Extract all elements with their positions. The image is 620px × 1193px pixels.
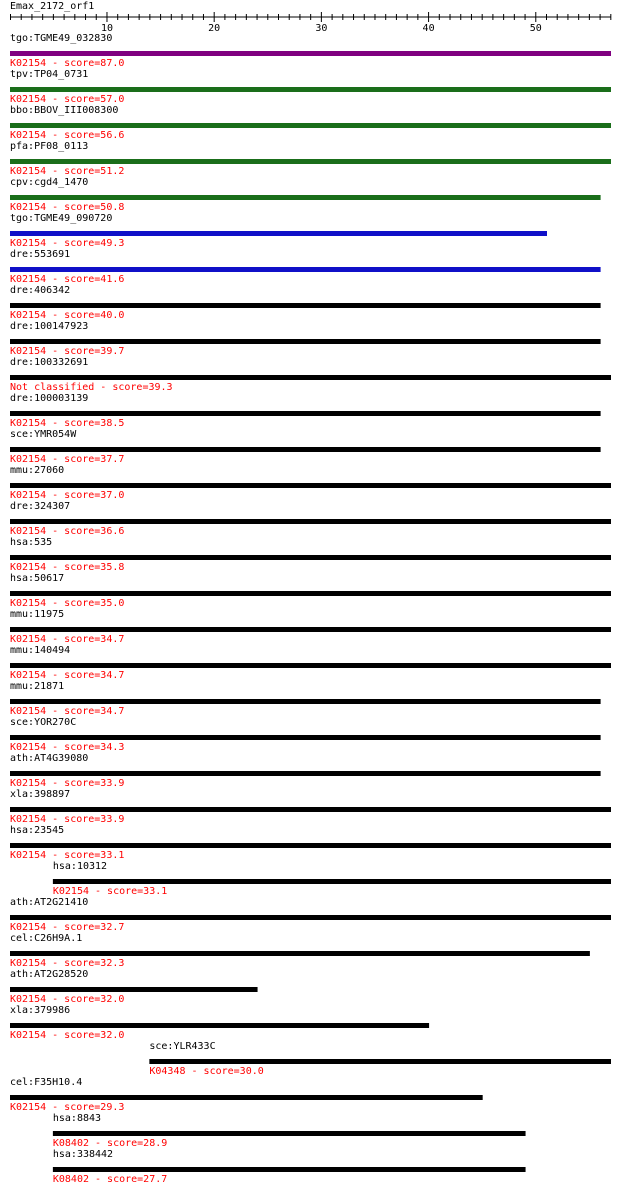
- hit-ko-score-link[interactable]: K02154 - score=32.3: [10, 958, 125, 969]
- hit-row[interactable]: [10, 69, 611, 105]
- hit-name[interactable]: sce:YMR054W: [10, 429, 77, 440]
- hit-row[interactable]: [149, 1041, 611, 1077]
- hit-name[interactable]: cel:F35H10.4: [10, 1077, 83, 1088]
- hit-row[interactable]: [53, 1149, 526, 1185]
- hit-alignment-bar[interactable]: [10, 231, 547, 236]
- hit-alignment-bar[interactable]: [10, 483, 611, 488]
- hit-row[interactable]: [10, 1005, 429, 1041]
- hit-ko-score-link[interactable]: K02154 - score=39.7: [10, 346, 125, 357]
- hit-ko-score-link[interactable]: K02154 - score=34.3: [10, 742, 125, 753]
- hit-name[interactable]: mmu:21871: [10, 681, 65, 692]
- hit-alignment-bar[interactable]: [10, 339, 601, 344]
- hit-ko-score-link[interactable]: K02154 - score=37.7: [10, 454, 125, 465]
- hit-ko-score-link[interactable]: K02154 - score=87.0: [10, 58, 125, 69]
- ruler-tick-label: 30: [315, 23, 328, 34]
- hit-alignment-bar[interactable]: [10, 627, 611, 632]
- hit-row[interactable]: [10, 393, 601, 429]
- hit-row[interactable]: [10, 213, 547, 249]
- hit-ko-score-link[interactable]: K02154 - score=37.0: [10, 490, 125, 501]
- hit-row[interactable]: [10, 897, 611, 933]
- hit-name[interactable]: hsa:535: [10, 537, 53, 548]
- hit-ko-score-link[interactable]: K02154 - score=32.7: [10, 922, 125, 933]
- hit-ko-score-link[interactable]: K02154 - score=33.9: [10, 778, 125, 789]
- position-ruler: [10, 12, 611, 34]
- hit-alignment-bar[interactable]: [10, 915, 611, 920]
- hit-name[interactable]: sce:YOR270C: [10, 717, 77, 728]
- hit-row[interactable]: [10, 537, 611, 573]
- hit-ko-score-link[interactable]: K02154 - score=36.6: [10, 526, 125, 537]
- hit-ko-score-link[interactable]: K02154 - score=49.3: [10, 238, 125, 249]
- hit-name[interactable]: cpv:cgd4_1470: [10, 177, 89, 188]
- hit-ko-score-link[interactable]: K02154 - score=32.0: [10, 994, 125, 1005]
- hit-alignment-bar[interactable]: [10, 87, 611, 92]
- hit-alignment-bar[interactable]: [149, 1059, 611, 1064]
- hit-name[interactable]: cel:C26H9A.1: [10, 933, 83, 944]
- hit-alignment-bar[interactable]: [10, 771, 601, 776]
- hit-ko-score-link[interactable]: K02154 - score=33.9: [10, 814, 125, 825]
- hit-ko-score-link[interactable]: K02154 - score=34.7: [10, 634, 125, 645]
- hit-alignment-bar[interactable]: [10, 987, 258, 992]
- hit-alignment-bar[interactable]: [10, 195, 601, 200]
- hit-row[interactable]: [10, 465, 611, 501]
- hit-alignment-bar[interactable]: [10, 411, 601, 416]
- hit-row[interactable]: [10, 321, 601, 357]
- hit-alignment-bar[interactable]: [10, 735, 601, 740]
- hit-alignment-bar[interactable]: [10, 123, 611, 128]
- hit-alignment-bar[interactable]: [10, 159, 611, 164]
- hit-row[interactable]: [10, 141, 611, 177]
- query-title: Emax_2172_orf1: [10, 1, 95, 12]
- hit-ko-score-link[interactable]: K02154 - score=34.7: [10, 670, 125, 681]
- hit-name[interactable]: sce:YLR433C: [149, 1041, 216, 1052]
- hit-name[interactable]: hsa:23545: [10, 825, 65, 836]
- hit-name[interactable]: ath:AT2G21410: [10, 897, 89, 908]
- hit-alignment-bar[interactable]: [10, 843, 611, 848]
- hit-name[interactable]: mmu:27060: [10, 465, 65, 476]
- hit-row[interactable]: [10, 105, 611, 141]
- hit-ko-score-link[interactable]: K02154 - score=33.1: [52, 886, 168, 897]
- hit-list: [10, 33, 611, 1185]
- hit-ko-score-link[interactable]: K04348 - score=30.0: [149, 1066, 264, 1077]
- hit-ko-score-link[interactable]: K02154 - score=56.6: [10, 130, 125, 141]
- hit-alignment-bar[interactable]: [10, 591, 611, 596]
- hit-row[interactable]: [10, 717, 601, 753]
- hit-alignment-bar[interactable]: [10, 447, 601, 452]
- hit-name[interactable]: xla:379986: [10, 1005, 71, 1016]
- hit-name[interactable]: dre:553691: [10, 249, 71, 260]
- hit-alignment-bar[interactable]: [10, 663, 611, 668]
- hit-alignment-bar[interactable]: [10, 51, 611, 56]
- hit-alignment-bar[interactable]: [53, 1167, 526, 1172]
- hit-name[interactable]: dre:324307: [10, 501, 71, 512]
- hit-alignment-bar[interactable]: [10, 1023, 429, 1028]
- hit-row[interactable]: [10, 249, 601, 285]
- hit-name[interactable]: mmu:11975: [10, 609, 65, 620]
- hit-row[interactable]: [10, 429, 601, 465]
- hit-ko-score-link[interactable]: K02154 - score=41.6: [10, 274, 125, 285]
- hit-alignment-bar[interactable]: [10, 1095, 483, 1100]
- hit-alignment-bar[interactable]: [10, 267, 601, 272]
- hit-ko-score-link[interactable]: K02154 - score=40.0: [10, 310, 125, 321]
- hit-row[interactable]: [10, 825, 611, 861]
- hit-name[interactable]: hsa:338442: [52, 1149, 114, 1160]
- hit-name[interactable]: hsa:50617: [10, 573, 65, 584]
- hit-ko-score-link[interactable]: K08402 - score=27.7: [52, 1174, 168, 1185]
- hit-alignment-bar[interactable]: [10, 699, 601, 704]
- hit-ko-score-link[interactable]: K08402 - score=28.9: [52, 1138, 168, 1149]
- hit-name[interactable]: tgo:TGME49_090720: [10, 213, 113, 224]
- hit-alignment-bar[interactable]: [10, 519, 611, 524]
- hit-ko-score-link[interactable]: K02154 - score=38.5: [10, 418, 125, 429]
- hit-alignment-bar[interactable]: [10, 807, 611, 812]
- hit-row[interactable]: [10, 969, 258, 1005]
- hit-alignment-bar[interactable]: [10, 951, 590, 956]
- hit-row[interactable]: [10, 33, 611, 69]
- hit-ko-score-link[interactable]: K02154 - score=51.2: [10, 166, 125, 177]
- hit-name[interactable]: dre:100332691: [10, 357, 89, 368]
- hit-row[interactable]: [53, 861, 611, 897]
- hit-ko-score-link[interactable]: K02154 - score=57.0: [10, 94, 125, 105]
- hit-alignment-bar[interactable]: [10, 375, 611, 380]
- hit-ko-score-link[interactable]: K02154 - score=35.8: [10, 562, 125, 573]
- hit-row[interactable]: [10, 357, 611, 393]
- ruler-tick-label: 10: [100, 23, 114, 34]
- hit-name[interactable]: bbo:BBOV_III008300: [10, 105, 119, 116]
- hit-ko-score-link[interactable]: K02154 - score=32.0: [10, 1030, 125, 1041]
- hit-ko-score-link[interactable]: K02154 - score=29.3: [10, 1102, 125, 1113]
- hit-ko-score-link[interactable]: K02154 - score=33.1: [10, 850, 125, 861]
- hit-row[interactable]: [10, 753, 601, 789]
- hit-ko-score-link[interactable]: K02154 - score=35.0: [10, 598, 125, 609]
- hit-name[interactable]: xla:398897: [10, 789, 71, 800]
- hit-row[interactable]: [10, 285, 601, 321]
- hit-alignment-bar[interactable]: [10, 303, 601, 308]
- hit-row[interactable]: [10, 501, 611, 537]
- hit-name[interactable]: dre:100147923: [10, 321, 89, 332]
- hit-name[interactable]: ath:AT2G28520: [10, 969, 89, 980]
- hit-name[interactable]: hsa:8843: [52, 1113, 102, 1124]
- hit-alignment-bar[interactable]: [10, 555, 611, 560]
- hit-ko-score-link[interactable]: Not classified - score=39.3: [10, 382, 173, 393]
- hit-row[interactable]: [10, 177, 601, 213]
- hit-row[interactable]: [53, 1113, 526, 1149]
- hit-ko-score-link[interactable]: K02154 - score=50.8: [10, 202, 125, 213]
- ruler-tick-label: 20: [208, 23, 221, 34]
- hit-name[interactable]: dre:100003139: [10, 393, 89, 404]
- hit-row[interactable]: [10, 1077, 483, 1113]
- ruler-tick-label: 50: [529, 23, 542, 34]
- hit-row[interactable]: [10, 645, 611, 681]
- ruler-tick-label: 40: [422, 23, 435, 34]
- hit-row[interactable]: [10, 573, 611, 609]
- hit-row[interactable]: [10, 933, 590, 969]
- hit-name[interactable]: ath:AT4G39080: [10, 753, 89, 764]
- hit-name[interactable]: pfa:PF08_0113: [10, 141, 89, 152]
- hit-name[interactable]: tgo:TGME49_032830: [10, 33, 113, 44]
- hit-name[interactable]: dre:406342: [10, 285, 71, 296]
- hit-ko-score-link[interactable]: K02154 - score=34.7: [10, 706, 125, 717]
- hit-row[interactable]: [10, 681, 601, 717]
- hit-name[interactable]: hsa:10312: [52, 861, 108, 872]
- hit-row[interactable]: [10, 789, 611, 825]
- hit-name[interactable]: tpv:TP04_0731: [10, 69, 89, 80]
- hit-alignment-bar[interactable]: [53, 1131, 526, 1136]
- hit-name[interactable]: mmu:140494: [10, 645, 71, 656]
- hit-row[interactable]: [10, 609, 611, 645]
- hit-alignment-bar[interactable]: [53, 879, 611, 884]
